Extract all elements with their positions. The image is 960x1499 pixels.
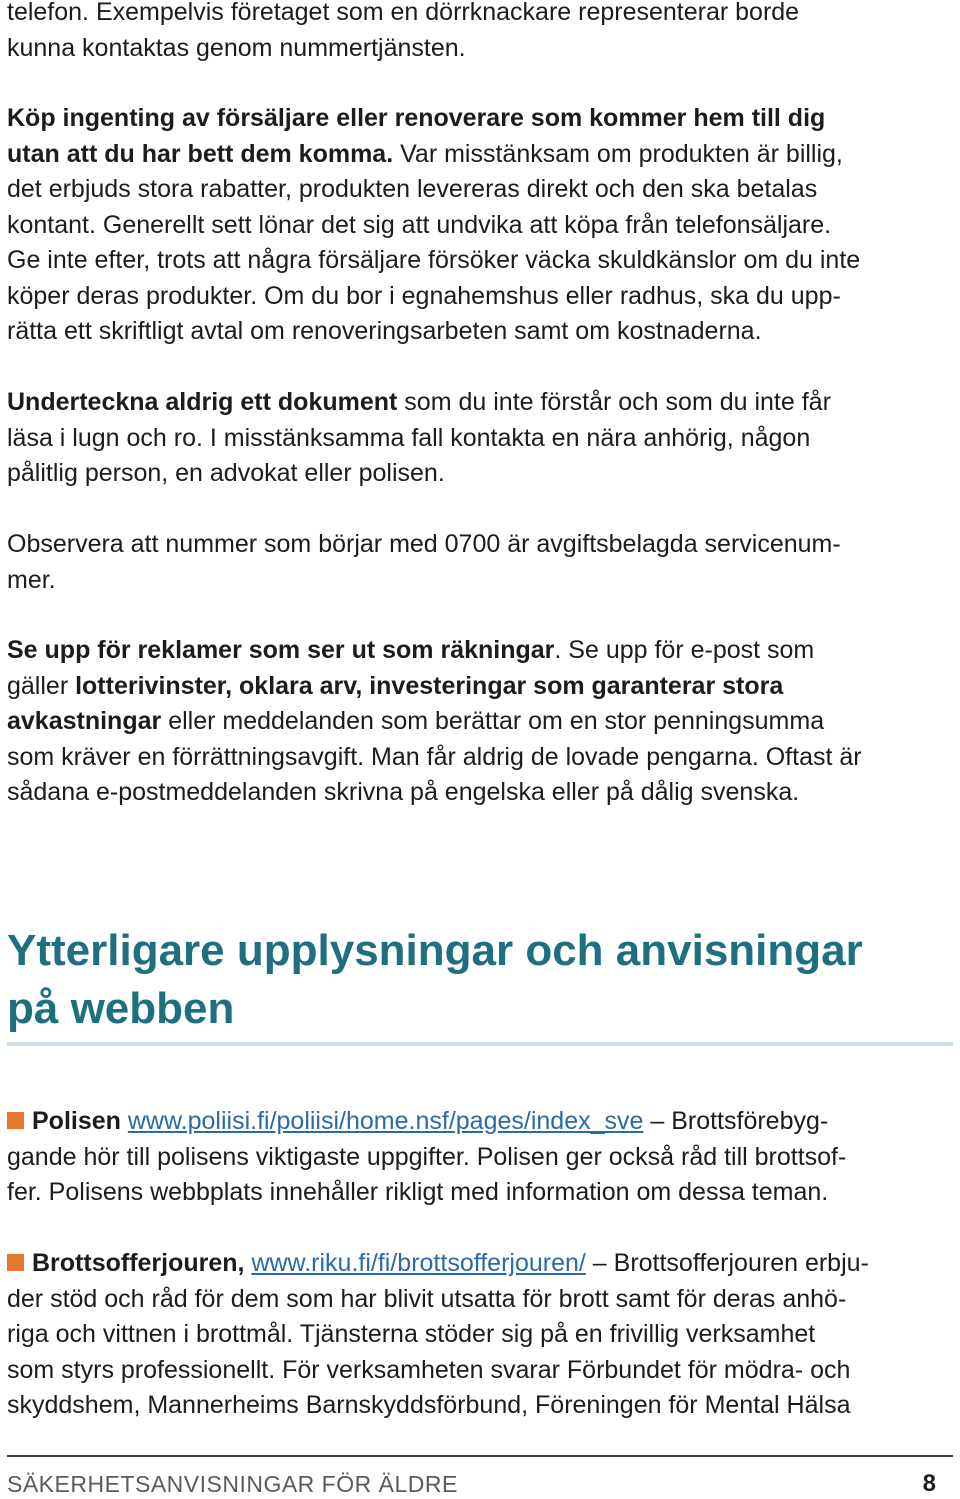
footer-title: SÄKERHETSANVISNINGAR FÖR ÄLDRE [7, 1471, 458, 1497]
paragraph-documents: Underteckna aldrig ett dokument som du inte förstår och som du inte får läsa i lugn och ro. I misstänksamma fall kontakta en nära anhörig, någon pålitlig person, en advokat eller polisen. [7, 388, 831, 487]
paragraph-intro: telefon. Exempelvis företaget som en dörrknackare representerar borde kunna kontaktas genom nummertjänsten. [7, 0, 800, 62]
heading-underline [7, 1042, 953, 1046]
paragraph-fake-bills: Se upp för reklamer som ser ut som räkningar. Se upp för e-post som gäller lotterivinster, oklara arv, investeringar som garanterar stora avkastningar eller meddelanden som berättar om en stor penningsumma som kräver en förrättningsavgift. Man får aldrig de lovade pengarna. Oftast är sådana e-postmeddelanden skrivna på engelska eller på dålig svenska. [7, 636, 862, 806]
section-heading: Ytterligare upplysningar och anvisningar på webben [7, 926, 863, 1033]
page-number: 8 [922, 1470, 936, 1497]
square-bullet-icon [7, 1112, 24, 1129]
paragraph-door-sales: Köp ingenting av försäljare eller renoverare som kommer hem till dig utan att du har bett dem komma. Var misstänksam om produkten är billig, det erbjuds stora rabatter, produkten levereras direkt och den ska betalas kontant. Generellt sett lönar det sig att undvika att köpa från telefonsäljare. Ge inte efter, trots att några försäljare försöker väcka skuldkänslor om du inte köper deras produkter. Om du bor i egnahemshus eller radhus, ska du upp- rätta ett skriftligt avtal om renoveringsarbeten samt om kostnaderna. [7, 104, 861, 345]
polisen-link[interactable]: www.poliisi.fi/poliisi/home.nsf/pages/index_sve [127, 1107, 644, 1135]
footer-divider [7, 1455, 953, 1457]
link-entry-brottsofferjouren: Brottsofferjouren, www.riku.fi/fi/brottsofferjouren/ – Brottsofferjouren erbju- der stöd och råd för dem som har blivit utsatta för brott samt för deras anhö- riga och vittnen i brottmål. Tjänsterna stöder sig på en frivillig verksamhet som styrs professionellt. För verksamheten svarar Förbundet för mödra- och skyddshem, Mannerheims Barnskyddsförbund, Föreningen för Mental Hälsa [7, 1249, 869, 1419]
brottsofferjouren-link[interactable]: www.riku.fi/fi/brottsofferjouren/ [251, 1249, 586, 1277]
square-bullet-icon [7, 1254, 24, 1271]
link-entry-polisen: Polisen www.poliisi.fi/poliisi/home.nsf/pages/index_sve – Brottsförebyg- gande hör till polisens viktigaste uppgifter. Polisen ger också råd till brottsof- fer. Polisens webbplats innehåller rikligt med information om dessa teman. [7, 1107, 847, 1206]
paragraph-0700: Observera att nummer som börjar med 0700 är avgiftsbelagda servicenum- mer. [7, 530, 841, 594]
